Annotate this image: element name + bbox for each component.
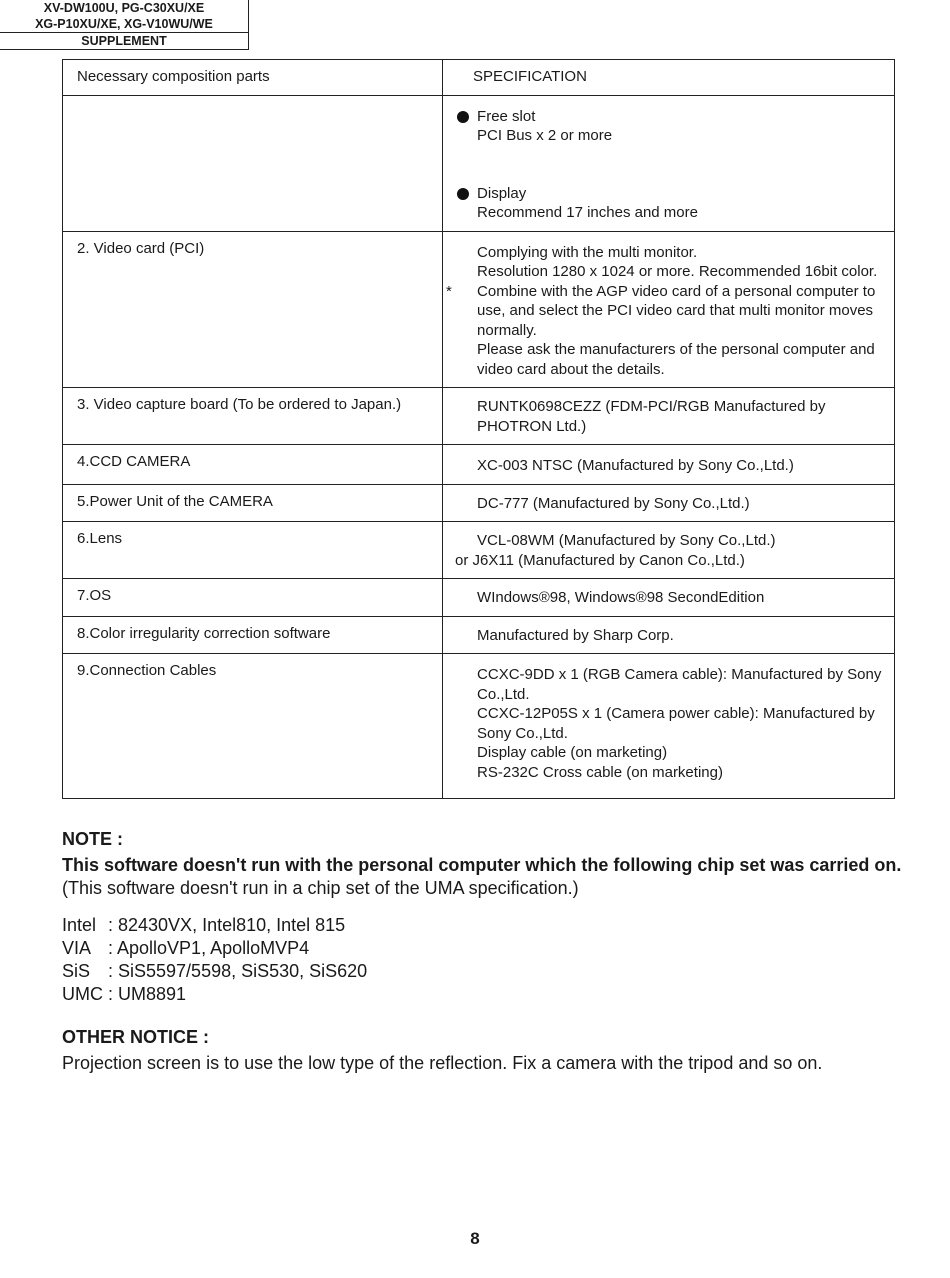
list-item: Display Recommend 17 inches and more bbox=[477, 184, 884, 223]
table-row bbox=[63, 231, 895, 388]
note-section bbox=[62, 828, 902, 1075]
part-cell-empty bbox=[63, 95, 443, 231]
footnote-item: * Combine with the AGP video card of a personal computer to use, and select the PCI video card that multi monitor moves normally. bbox=[446, 282, 876, 339]
model-header bbox=[0, 0, 249, 50]
list-item: VIA : ApolloVP1, ApolloMVP4 bbox=[62, 938, 310, 958]
specification-table bbox=[62, 59, 895, 799]
table-row bbox=[63, 522, 895, 579]
spec-cell: CCXC-9DD x 1 (RGB Camera cable): Manufactured by Sony Co.,Ltd. CCXC-12P05S x 1 (Camera power cable): Manufactured by Sony Co.,Ltd. Display cable (on marketing) RS-232C Cross cable (on marketing) bbox=[443, 654, 895, 799]
spec-cell: WIndows®98, Windows®98 SecondEdition bbox=[443, 579, 895, 617]
part-cell: 6.Lens bbox=[63, 522, 443, 579]
table-row bbox=[63, 484, 895, 522]
list-item: UMC : UM8891 bbox=[62, 984, 187, 1004]
table-header-row bbox=[63, 60, 895, 96]
part-cell: 2. Video card (PCI) bbox=[63, 231, 443, 388]
table-row bbox=[63, 579, 895, 617]
chipset-list bbox=[62, 914, 902, 1006]
part-cell: 7.OS bbox=[63, 579, 443, 617]
part-cell: 3. Video capture board (To be ordered to Japan.) bbox=[63, 388, 443, 445]
spec-cell: RUNTK0698CEZZ (FDM-PCI/RGB Manufactured by PHOTRON Ltd.) bbox=[443, 388, 895, 445]
other-notice-text: Projection screen is to use the low type of the reflection. Fix a camera with the tripod and so on. bbox=[62, 1053, 823, 1073]
spec-cell: VCL-08WM (Manufactured by Sony Co.,Ltd.) or J6X11 (Manufactured by Canon Co.,Ltd.) bbox=[443, 522, 895, 579]
spec-cell: Complying with the multi monitor. Resolution 1280 x 1024 or more. Recommended 16bit color. * Combine with the AGP video card of a personal computer to use, and select the PCI video card that multi monitor moves normally. Please ask the manufacturers of the personal computer and video card about the details. bbox=[443, 231, 895, 388]
table-header-parts: Necessary composition parts bbox=[63, 60, 443, 96]
part-cell: 4.CCD CAMERA bbox=[63, 445, 443, 485]
part-cell: 9.Connection Cables bbox=[63, 654, 443, 799]
part-cell: 8.Color irregularity correction software bbox=[63, 616, 443, 654]
model-list-line-1: XV-DW100U, PG-C30XU/XE bbox=[43, 1, 205, 15]
asterisk-icon: * bbox=[446, 282, 452, 300]
list-item: SiS : SiS5597/5598, SiS530, SiS620 bbox=[62, 961, 368, 981]
table-row bbox=[63, 654, 895, 799]
table-row bbox=[63, 445, 895, 485]
table-row bbox=[63, 616, 895, 654]
other-notice-heading: OTHER NOTICE : bbox=[62, 1027, 209, 1047]
list-item: Intel : 82430VX, Intel810, Intel 815 bbox=[62, 915, 346, 935]
supplement-label: SUPPLEMENT bbox=[0, 32, 248, 49]
part-cell: 5.Power Unit of the CAMERA bbox=[63, 484, 443, 522]
note-heading: NOTE : bbox=[62, 829, 123, 849]
spec-cell: XC-003 NTSC (Manufactured by Sony Co.,Ltd.) bbox=[443, 445, 895, 485]
bullet-icon bbox=[457, 188, 469, 200]
note-normal-text: (This software doesn't run in a chip set of the UMA specification.) bbox=[62, 878, 579, 898]
note-text bbox=[62, 854, 902, 900]
note-bold-text: This software doesn't run with the personal computer which the following chip set was carried on. bbox=[62, 855, 902, 875]
spec-cell: DC-777 (Manufactured by Sony Co.,Ltd.) bbox=[443, 484, 895, 522]
spec-cell-requirements bbox=[443, 95, 895, 231]
table-row bbox=[63, 95, 895, 231]
table-row bbox=[63, 388, 895, 445]
bullet-icon bbox=[457, 111, 469, 123]
header-rule bbox=[0, 49, 248, 50]
table-header-spec: SPECIFICATION bbox=[443, 60, 895, 96]
model-list-line-2: XG-P10XU/XE, XG-V10WU/WE bbox=[35, 17, 213, 31]
spec-cell: Manufactured by Sharp Corp. bbox=[443, 616, 895, 654]
page-number: 8 bbox=[470, 1229, 480, 1248]
list-item: Free slot PCI Bus x 2 or more bbox=[477, 107, 884, 146]
